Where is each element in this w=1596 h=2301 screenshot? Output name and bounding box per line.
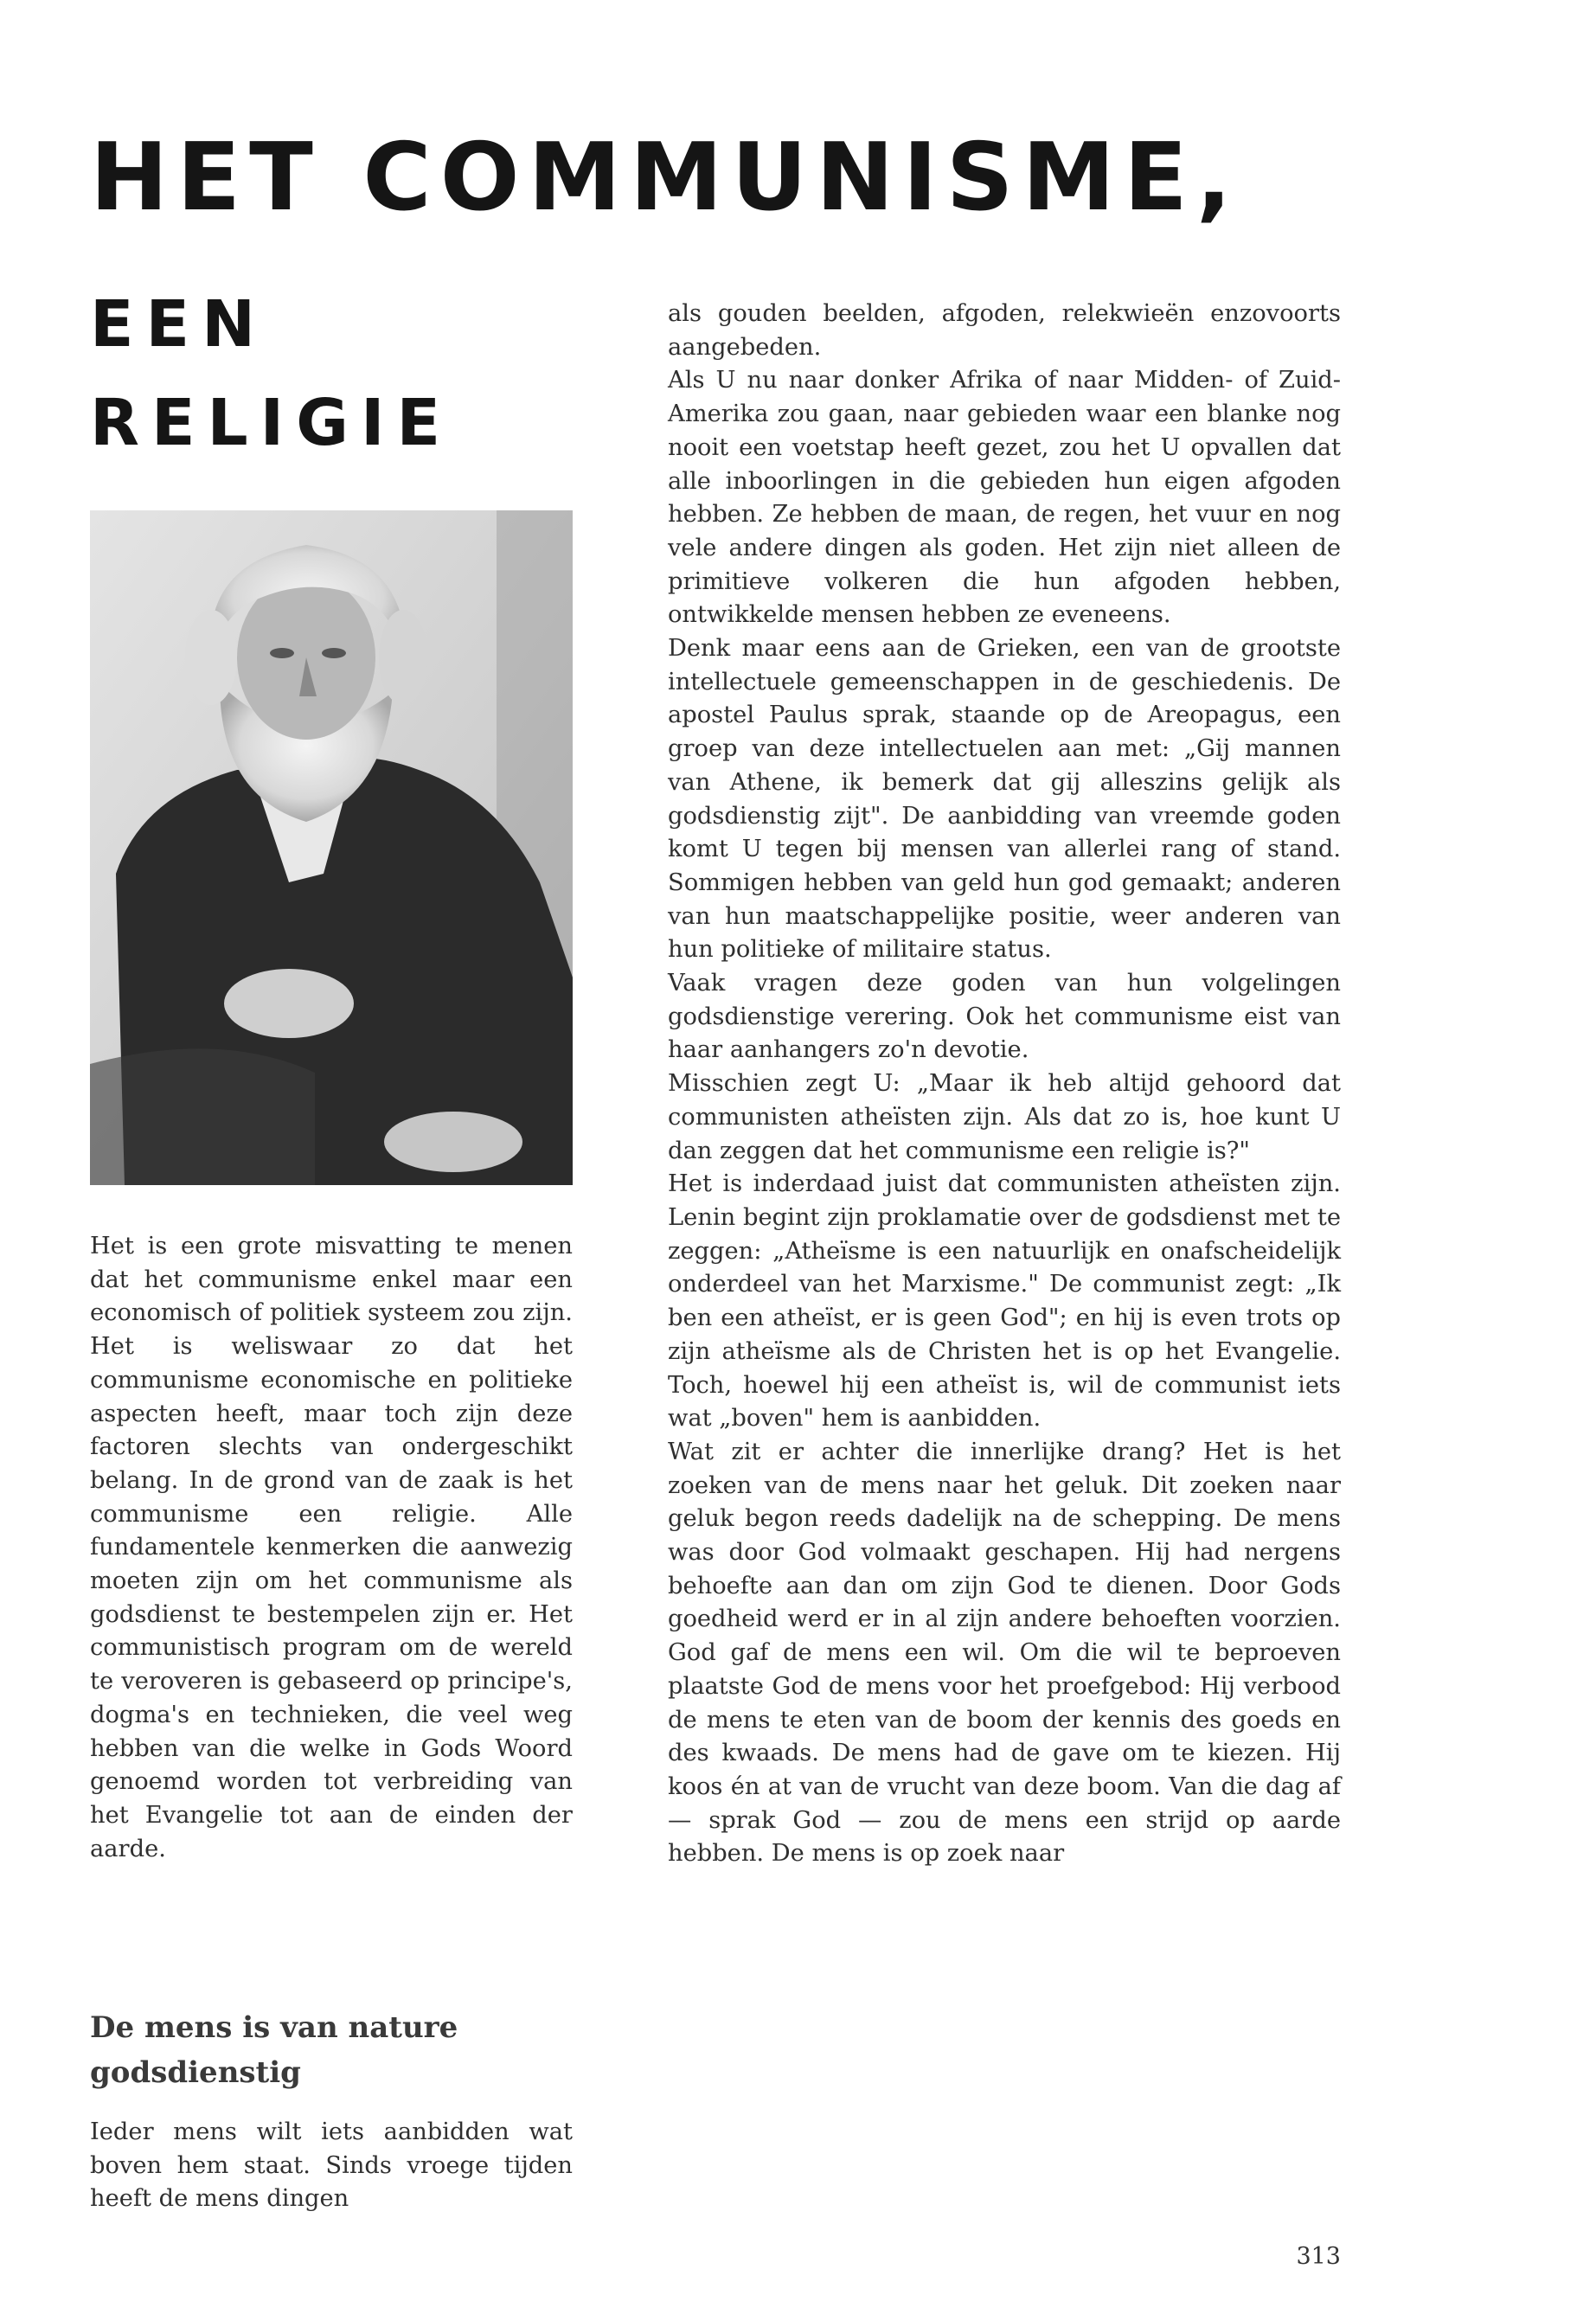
section-heading: De mens is van nature godsdienstig bbox=[90, 2010, 458, 2090]
body-paragraph: Misschien zegt U: „Maar ik heb altijd gehoord dat communisten atheïsten zijn. Als dat zo is, hoe kunt U dan zeggen dat het communisme een religie is?" bbox=[668, 1070, 1341, 1164]
portrait-photo-icon bbox=[90, 510, 573, 1185]
body-paragraph: Denk maar eens aan de Grieken, een van de grootste intellectuele gemeenschappen in de geschiedenis. De apostel Paulus sprak, staande op de Areopagus, een groep van deze intellectuelen aan met: „Gij mannen van Athene, ik bemerk dat gij alleszins gelijk als godsdienstig zijt". De aanbidding van vreemde goden komt U tegen bij mensen van allerlei rang of stand. Sommigen hebben van geld hun god gemaakt; anderen van hun maatschappelijke positie, weer anderen van hun politieke of militaire status. bbox=[668, 635, 1341, 964]
intro-paragraph: Het is een grote misvatting te menen dat het communisme enkel maar een economisch of politiek systeem zou zijn. Het is weliswaar zo dat het communisme economische en politieke aspecten heeft, maar toch zijn deze factoren slechts van ondergeschikt belang. In de grond van de zaak is het communisme een religie. Alle fundamentele kenmerken die aanwezig moeten zijn om het communisme als godsdienst te bestempelen zijn er. Het communistisch program om de wereld te veroveren is gebaseerd op principe's, dogma's en technieken, die veel weg hebben van die welke in Gods Woord genoemd worden tot verbreiding van het Evangelie tot aan de einden der aarde. bbox=[90, 1233, 573, 1862]
portrait-photo bbox=[90, 510, 573, 1185]
body-paragraph: Als U nu naar donker Afrika of naar Midden- of Zuid-Amerika zou gaan, naar gebieden waar een blanke nog nooit een voetstap heeft gezet, zou het U opvallen dat alle inboorlingen in die gebieden hun eigen afgoden hebben. Ze hebben de maan, de regen, het vuur en nog vele andere dingen als goden. Het zijn niet alleen de primitieve volkeren die hun afgoden hebben, ontwikkelde mensen hebben ze eveneens. bbox=[668, 367, 1341, 629]
body-paragraph: Het is inderdaad juist dat communisten atheïsten zijn. Lenin begint zijn proklamatie over de godsdienst met te zeggen: „Atheïsme is een natuurlijk en onafscheidelijk onderdeel van het Marxisme." De communist zegt: „Ik ben een atheïst, er is geen God"; en hij is even trots op zijn atheïsme als de Christen het is op het Evangelie. Toch, hoewel hij een atheïst is, wil de communist iets wat „boven" hem is aanbidden. bbox=[668, 1170, 1341, 1433]
body-paragraph: als gouden beelden, afgoden, relekwieën enzovoorts aangebeden. bbox=[668, 300, 1341, 361]
body-paragraph: Wat zit er achter die innerlijke drang? Het is het zoeken van de mens naar het geluk. Dit zoeken naar geluk begon reeds dadelijk na de schepping. De mens was door God volmaakt geschapen. Hij had nergens behoefte aan dan om zijn God te dienen. Door Gods goedheid werd er in al zijn andere behoeften voorzien. God gaf de mens een wil. Om die wil te beproeven plaatste God de mens voor het proefgebod: Hij verbood de mens te eten van de boom der kennis des goeds en des kwaads. De mens had de gave om te kiezen. Hij koos én at van de vrucht van deze boom. Van die dag af — sprak God — zou de mens een strijd op aarde hebben. De mens is op zoek naar bbox=[668, 1438, 1341, 1868]
section-paragraph: Ieder mens wilt iets aanbidden wat boven hem staat. Sinds vroege tijden heeft de mens dingen bbox=[90, 2118, 573, 2213]
body-paragraph: Vaak vragen deze goden van hun volgelingen godsdienstige verering. Ook het communisme eist van haar aanhangers zo'n devotie. bbox=[668, 970, 1341, 1064]
article-subtitle-line1: EEN bbox=[90, 287, 268, 362]
left-column-intro bbox=[90, 1230, 573, 1866]
left-column-section bbox=[90, 2116, 573, 2228]
article-subtitle-line2: RELIGIE bbox=[90, 386, 453, 460]
right-column bbox=[668, 298, 1341, 1871]
page-number: 313 bbox=[1296, 2243, 1341, 2270]
article-title: HET COMMUNISME, bbox=[90, 124, 1240, 232]
